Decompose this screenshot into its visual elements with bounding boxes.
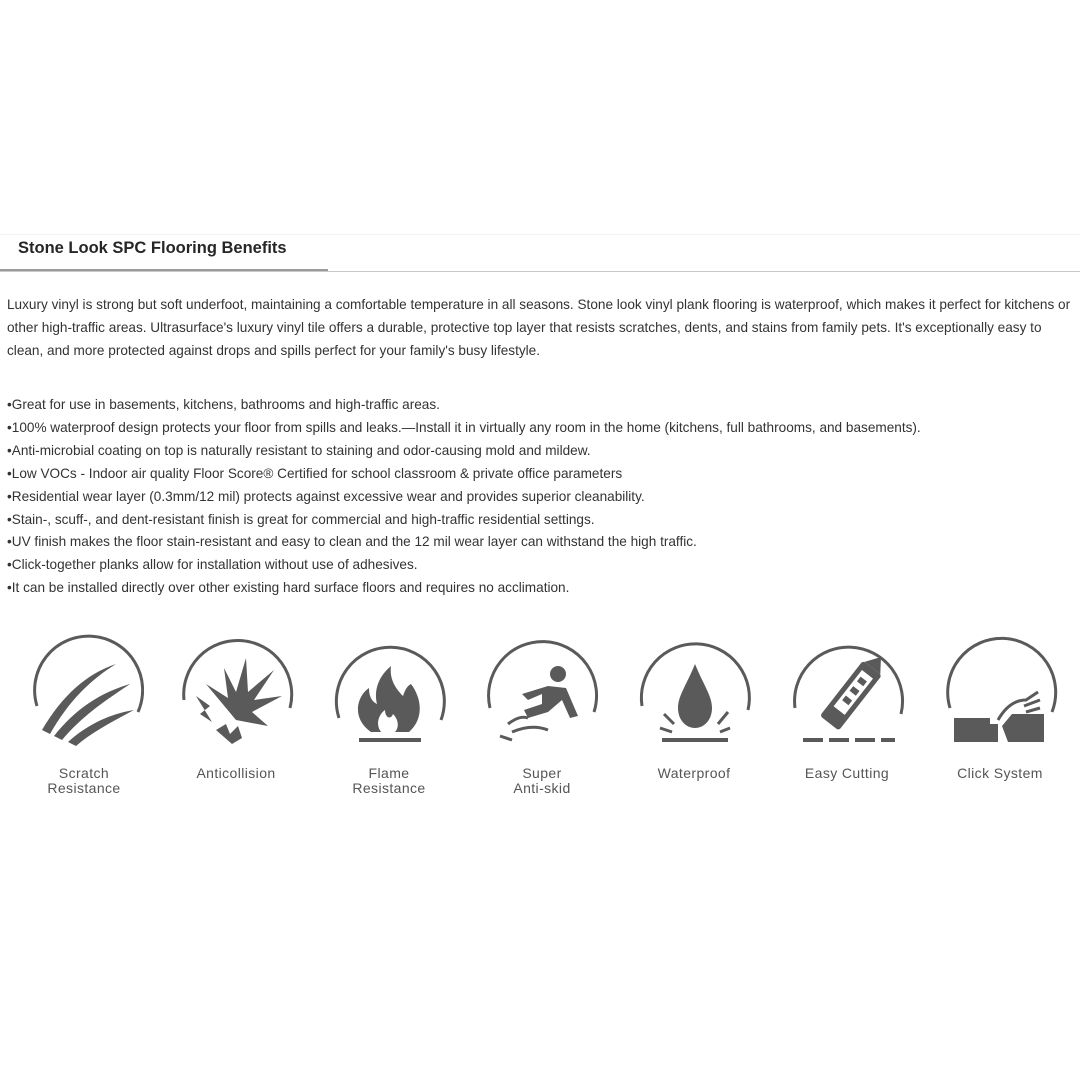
label-line: Resistance	[352, 780, 426, 796]
flame-icon	[329, 634, 449, 754]
feature-scratch-resistance	[8, 634, 160, 804]
feature-label	[313, 766, 465, 796]
label-line: Click System	[957, 765, 1043, 781]
scratch-icon	[24, 634, 144, 754]
water-drop-icon	[634, 634, 754, 754]
title-underline	[0, 269, 328, 271]
label-line: Anti-skid	[513, 780, 571, 796]
feature-label	[924, 766, 1076, 781]
section-title: Stone Look SPC Flooring Benefits	[18, 239, 287, 257]
impact-icon	[176, 634, 296, 754]
benefit-item: •Click-together planks allow for installation without use of adhesives.	[7, 557, 418, 573]
feature-flame-resistance	[313, 634, 465, 804]
benefit-item: •Anti-microbial coating on top is naturally resistant to staining and odor-causing mold and mildew.	[7, 442, 591, 458]
label-line: Easy Cutting	[804, 765, 890, 781]
intro-paragraph: Luxury vinyl is strong but soft underfoot, maintaining a comfortable temperature in all seasons. Stone look vinyl plank flooring is waterproof, which makes it perfect for kitchens or other high-traffic areas. Ultrasurface's luxury vinyl tile offers a durable, protective top layer that resists scratches, dents, and stains from family pets. It's exceptionally easy to clean, and more protected against drops and spills perfect for your family's busy lifestyle.	[7, 297, 1071, 358]
benefit-item: •100% waterproof design protects your floor from spills and leaks.—Install it in virtually any room in the home (kitchens, full bathrooms, and basements).	[7, 419, 921, 435]
feature-label	[618, 766, 770, 781]
benefit-item: •It can be installed directly over other existing hard surface floors and requires no acclimation.	[7, 580, 570, 596]
feature-label	[160, 766, 312, 781]
section-header	[0, 234, 1080, 272]
feature-icons-row	[0, 634, 1080, 814]
benefit-item: •Stain-, scuff-, and dent-resistant finish is great for commercial and high-traffic residential settings.	[7, 511, 595, 527]
label-line: Super	[522, 765, 562, 781]
feature-waterproof	[618, 634, 770, 804]
label-line: Resistance	[47, 780, 121, 796]
benefit-item: •Low VOCs - Indoor air quality Floor Score® Certified for school classroom & private office parameters	[7, 465, 623, 481]
label-line: Scratch	[58, 765, 110, 781]
benefits-list	[7, 394, 1073, 600]
benefit-item: •Residential wear layer (0.3mm/12 mil) protects against excessive wear and provides superior cleanability.	[7, 488, 645, 504]
feature-easy-cutting	[771, 634, 923, 804]
feature-click-system	[924, 634, 1076, 804]
feature-anticollision	[160, 634, 312, 804]
label-line: Anticollision	[196, 765, 276, 781]
label-line: Waterproof	[657, 765, 731, 781]
click-system-icon	[940, 634, 1060, 754]
label-line: Flame	[368, 765, 410, 781]
benefit-item: •Great for use in basements, kitchens, bathrooms and high-traffic areas.	[7, 397, 440, 412]
feature-label	[771, 766, 923, 781]
feature-label	[466, 766, 618, 796]
benefit-item: •UV finish makes the floor stain-resistant and easy to clean and the 12 mil wear layer can withstand the high traffic.	[7, 534, 697, 550]
slip-icon	[482, 634, 602, 754]
cutter-icon	[787, 634, 907, 754]
feature-label	[8, 766, 160, 796]
feature-anti-skid	[466, 634, 618, 804]
